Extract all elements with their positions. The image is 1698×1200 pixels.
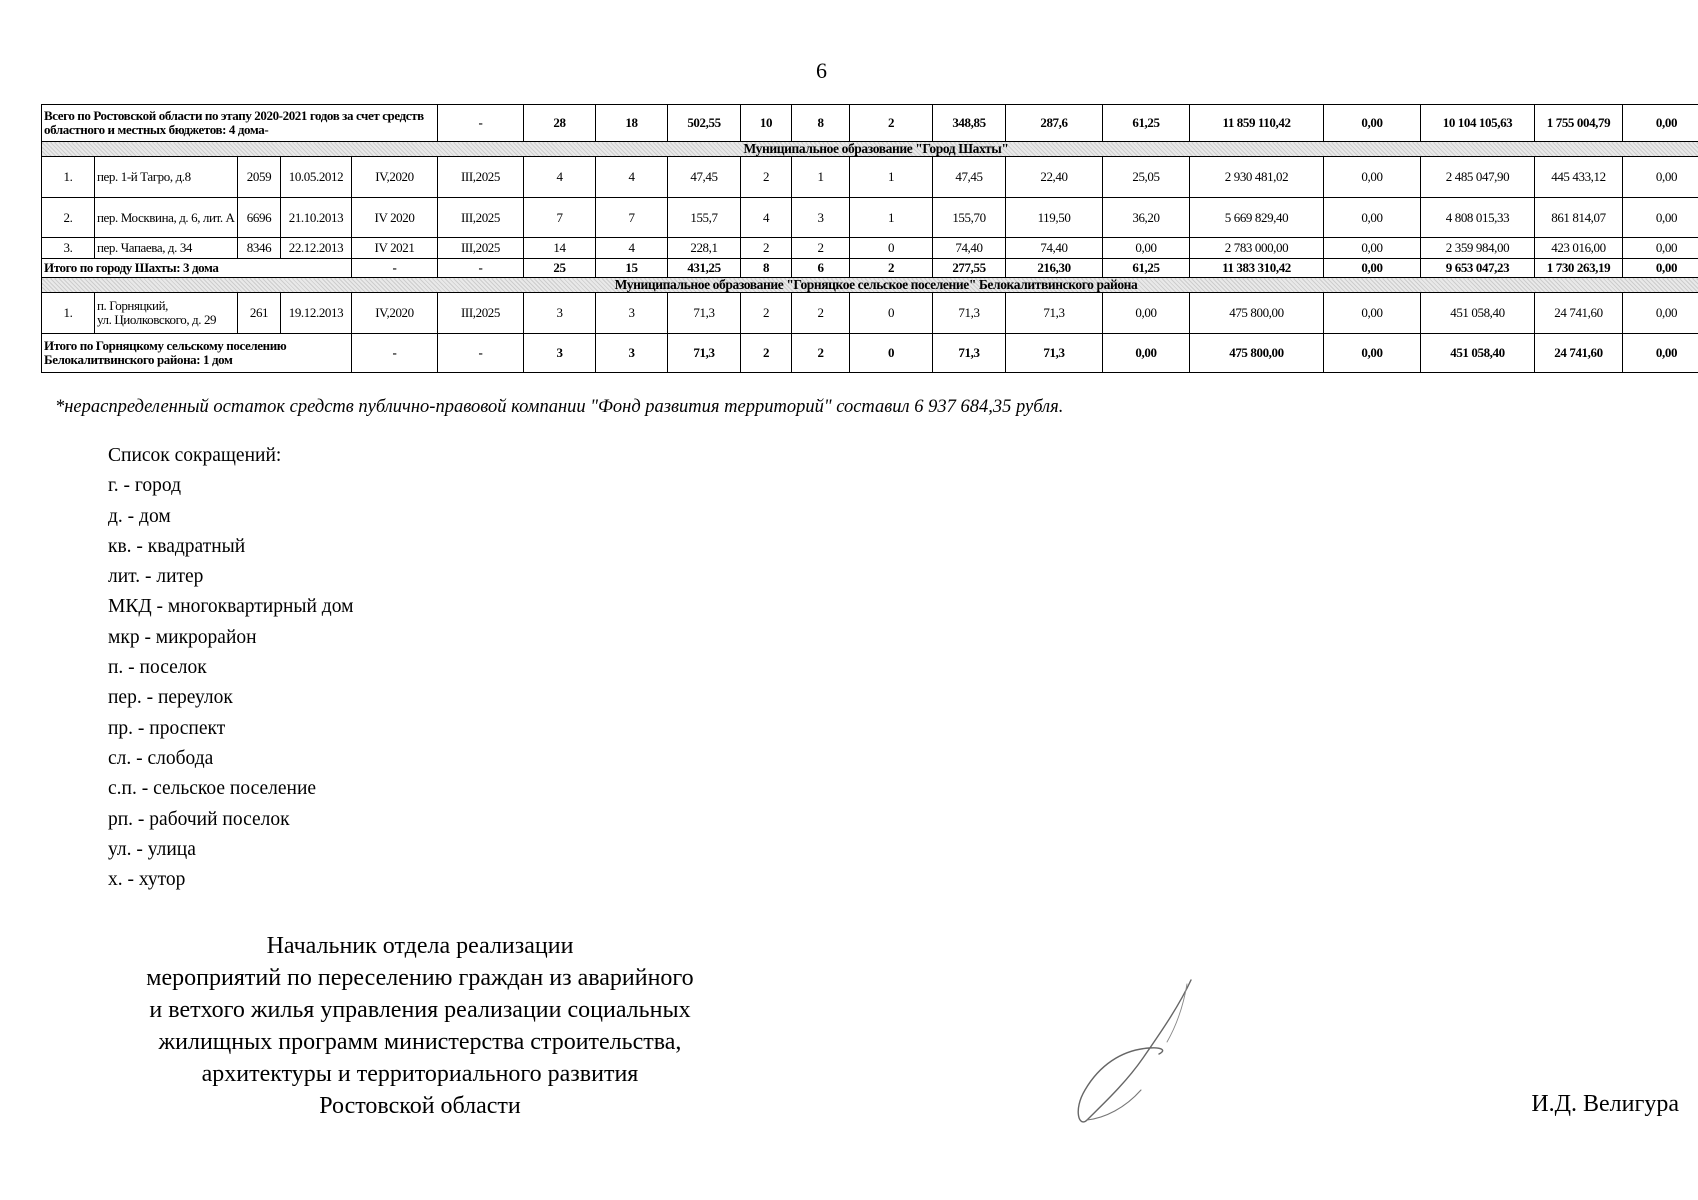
abbreviation-item: х. - хутор	[108, 869, 186, 891]
cell: 0,00	[1623, 238, 1698, 259]
cell: 0,00	[1103, 334, 1190, 373]
cell: 7	[596, 198, 668, 238]
cell: 6	[792, 259, 850, 278]
row-number: 1.	[42, 293, 95, 334]
cell: 119,50	[1006, 198, 1103, 238]
cell: 1 755 004,79	[1535, 105, 1623, 142]
abbreviation-item: ул. - улица	[108, 838, 196, 860]
cell: 228,1	[668, 238, 741, 259]
cell: 74,40	[1006, 238, 1103, 259]
cell: 71,3	[1006, 334, 1103, 373]
cell: 445 433,12	[1535, 157, 1623, 198]
abbreviation-item: сл. - слобода	[108, 747, 214, 769]
cell: -	[438, 259, 524, 278]
cell: 2	[741, 293, 792, 334]
cell: -	[352, 259, 438, 278]
row-doc-date: 21.10.2013	[281, 198, 352, 238]
cell: 1	[792, 157, 850, 198]
cell: 287,6	[1006, 105, 1103, 142]
cell: 0,00	[1623, 198, 1698, 238]
cell: 3	[792, 198, 850, 238]
cell: 0	[850, 334, 933, 373]
section-title: Муниципальное образование "Город Шахты"	[42, 142, 1698, 157]
cell: 0,00	[1623, 157, 1698, 198]
row-start: IV 2020	[352, 198, 438, 238]
table-row	[42, 238, 1698, 259]
cell: -	[352, 334, 438, 373]
cell: 4 808 015,33	[1421, 198, 1535, 238]
row-end: III,2025	[438, 293, 524, 334]
cell: 0,00	[1623, 334, 1698, 373]
cell: 47,45	[933, 157, 1006, 198]
row-number: 3.	[42, 238, 95, 259]
cell: 71,3	[668, 334, 741, 373]
cell: 0,00	[1324, 105, 1421, 142]
cell: 0,00	[1324, 293, 1421, 334]
cell: 7	[524, 198, 596, 238]
abbreviation-item: МКД - многоквартирный дом	[108, 596, 354, 618]
cell: 4	[596, 157, 668, 198]
table-row	[42, 198, 1698, 238]
cell: 25	[524, 259, 596, 278]
row-doc-number: 8346	[238, 238, 281, 259]
cell: 0,00	[1324, 259, 1421, 278]
cell: 451 058,40	[1421, 334, 1535, 373]
table-row	[42, 293, 1698, 334]
row-address: пер. 1-й Тагро, д.8	[95, 157, 238, 198]
signatory-title	[85, 930, 755, 1122]
row-end: III,2025	[438, 238, 524, 259]
signatory-title-line: архитектуры и территориального развития	[201, 1061, 639, 1087]
section-header-gornyatskoe	[42, 278, 1698, 293]
handwritten-signature	[1075, 978, 1205, 1128]
cell: 10	[741, 105, 792, 142]
cell: 8	[741, 259, 792, 278]
cell: 15	[596, 259, 668, 278]
cell: 475 800,00	[1190, 334, 1324, 373]
signatory-title-line: Начальник отдела реализации	[266, 933, 574, 959]
row-start: IV 2021	[352, 238, 438, 259]
cell: 2	[850, 259, 933, 278]
cell: 216,30	[1006, 259, 1103, 278]
section-title: Муниципальное образование "Горняцкое сельское поселение" Белокалитвинского района	[42, 278, 1698, 293]
cell: 475 800,00	[1190, 293, 1324, 334]
cell: 9 653 047,23	[1421, 259, 1535, 278]
cell: 71,3	[668, 293, 741, 334]
cell: 861 814,07	[1535, 198, 1623, 238]
abbreviation-item: мкр - микрорайон	[108, 626, 257, 648]
cell: 1 730 263,19	[1535, 259, 1623, 278]
section-header-shakhty	[42, 142, 1698, 157]
row-address: пер. Чапаева, д. 34	[95, 238, 238, 259]
cell: 4	[524, 157, 596, 198]
row-doc-number: 261	[238, 293, 281, 334]
abbreviations-list	[108, 441, 353, 895]
signatory-title-line: мероприятий по переселению граждан из аварийного	[146, 965, 694, 991]
cell: 71,3	[933, 293, 1006, 334]
cell: 0,00	[1103, 293, 1190, 334]
page-number: 6	[816, 58, 827, 83]
cell: 4	[596, 238, 668, 259]
row-address: пер. Москвина, д. 6, лит. А	[95, 198, 238, 238]
cell: 3	[524, 293, 596, 334]
cell: 2	[792, 238, 850, 259]
cell: 10 104 105,63	[1421, 105, 1535, 142]
row-number: 1.	[42, 157, 95, 198]
cell: 0,00	[1324, 334, 1421, 373]
row-end: III,2025	[438, 157, 524, 198]
abbreviation-item: пер. - переулок	[108, 687, 233, 709]
cell: 423 016,00	[1535, 238, 1623, 259]
cell: 0,00	[1103, 238, 1190, 259]
cell: 1	[850, 157, 933, 198]
cell: 24 741,60	[1535, 293, 1623, 334]
row-doc-number: 2059	[238, 157, 281, 198]
cell: 2 783 000,00	[1190, 238, 1324, 259]
cell: 8	[792, 105, 850, 142]
row-start: IV,2020	[352, 293, 438, 334]
cell: 0,00	[1324, 198, 1421, 238]
cell: 155,7	[668, 198, 741, 238]
cell: 3	[596, 293, 668, 334]
total-shakhty-label: Итого по городу Шахты: 3 дома	[42, 259, 352, 278]
cell: 0,00	[1623, 259, 1698, 278]
cell: 24 741,60	[1535, 334, 1623, 373]
cell: 2 359 984,00	[1421, 238, 1535, 259]
cell: 4	[741, 198, 792, 238]
cell: 0,00	[1623, 293, 1698, 334]
cell: 431,25	[668, 259, 741, 278]
cell: 61,25	[1103, 105, 1190, 142]
cell: 2	[741, 334, 792, 373]
cell: 28	[524, 105, 596, 142]
cell: 1	[850, 198, 933, 238]
cell: 18	[596, 105, 668, 142]
table-row	[42, 157, 1698, 198]
cell: 47,45	[668, 157, 741, 198]
total-shakhty-row	[42, 259, 1698, 278]
cell: 3	[524, 334, 596, 373]
cell: 2 930 481,02	[1190, 157, 1324, 198]
total-region-label: Всего по Ростовской области по этапу 2020-2021 годов за счет средств областного и местных бюджетов: 4 дома-	[42, 105, 438, 142]
row-doc-date: 19.12.2013	[281, 293, 352, 334]
cell: 155,70	[933, 198, 1006, 238]
cell: 2	[741, 157, 792, 198]
signatory-title-line: и ветхого жилья управления реализации социальных	[149, 997, 691, 1023]
total-label-line: Белокалитвинского района: 1 дом	[44, 352, 233, 367]
abbreviations-title: Список сокращений:	[108, 445, 282, 466]
cell: 14	[524, 238, 596, 259]
cell: 502,55	[668, 105, 741, 142]
cell: 61,25	[1103, 259, 1190, 278]
cell: 11 383 310,42	[1190, 259, 1324, 278]
total-gornyatskoe-label	[42, 334, 352, 373]
abbreviation-item: г. - город	[108, 475, 182, 497]
signatory-name: И.Д. Велигура	[1531, 1091, 1679, 1117]
row-doc-date: 10.05.2012	[281, 157, 352, 198]
cell: 3	[596, 334, 668, 373]
total-label-line: Итого по Горняцкому сельскому поселению	[44, 338, 287, 354]
abbreviation-item: пр. - проспект	[108, 717, 226, 739]
abbreviation-item: рп. - рабочий поселок	[108, 808, 290, 830]
cell: 71,3	[933, 334, 1006, 373]
cell: 451 058,40	[1421, 293, 1535, 334]
cell: -	[438, 334, 524, 373]
cell: 0,00	[1623, 105, 1698, 142]
cell: 348,85	[933, 105, 1006, 142]
cell: 2	[792, 334, 850, 373]
cell: 11 859 110,42	[1190, 105, 1324, 142]
cell: 2	[792, 293, 850, 334]
cell: 22,40	[1006, 157, 1103, 198]
row-start: IV,2020	[352, 157, 438, 198]
cell: 5 669 829,40	[1190, 198, 1324, 238]
cell: -	[438, 105, 524, 142]
cell: 25,05	[1103, 157, 1190, 198]
abbreviation-item: с.п. - сельское поселение	[108, 778, 317, 800]
cell: 2	[741, 238, 792, 259]
row-doc-number: 6696	[238, 198, 281, 238]
row-end: III,2025	[438, 198, 524, 238]
abbreviation-item: кв. - квадратный	[108, 535, 246, 557]
cell: 277,55	[933, 259, 1006, 278]
cell: 2 485 047,90	[1421, 157, 1535, 198]
row-address	[95, 293, 238, 334]
total-region-row	[42, 105, 1698, 142]
abbreviation-item: лит. - литер	[108, 566, 204, 588]
cell: 36,20	[1103, 198, 1190, 238]
row-address-line: п. Горняцкий,	[97, 298, 169, 314]
cell: 0	[850, 293, 933, 334]
total-gornyatskoe-row	[42, 334, 1698, 373]
signatory-title-line: жилищных программ министерства строительства,	[158, 1029, 682, 1055]
cell: 0,00	[1324, 238, 1421, 259]
cell: 74,40	[933, 238, 1006, 259]
cell: 2	[850, 105, 933, 142]
signatory-title-line: Ростовской области	[319, 1093, 521, 1119]
cell: 0	[850, 238, 933, 259]
row-number: 2.	[42, 198, 95, 238]
abbreviation-item: д. - дом	[108, 505, 171, 527]
cell: 71,3	[1006, 293, 1103, 334]
cell: 0,00	[1324, 157, 1421, 198]
resettlement-table	[41, 104, 1698, 373]
abbreviation-item: п. - поселок	[108, 657, 207, 679]
row-address-line: ул. Циолковского, д. 29	[97, 312, 217, 327]
footnote: *нераспределенный остаток средств публично-правовой компании "Фонд развития территорий" составил 6 937 684,35 рубля.	[55, 397, 1064, 417]
row-doc-date: 22.12.2013	[281, 238, 352, 259]
